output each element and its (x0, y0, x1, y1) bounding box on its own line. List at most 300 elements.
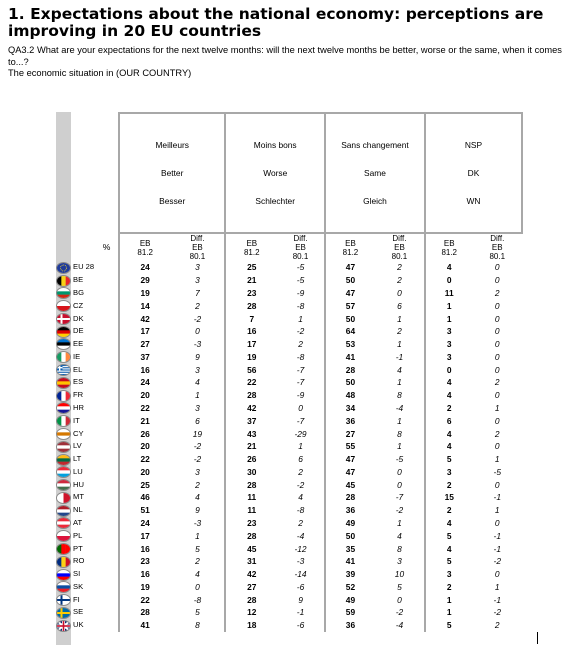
results-table (56, 112, 523, 632)
diff-value: 1 (494, 454, 500, 465)
diff-header: Diff. EB 80.1 (189, 234, 206, 261)
eb-value: 28 (225, 593, 277, 606)
flag-cell (56, 376, 71, 389)
table-row (56, 427, 522, 440)
flag-cell (56, 581, 71, 594)
eb-value: 59 (325, 606, 375, 619)
diff-value: -3 (296, 556, 305, 567)
eb-value: 11 (425, 287, 473, 300)
flag-si-icon (56, 569, 71, 581)
eb-value: 48 (325, 389, 375, 402)
country-code: HR (73, 402, 84, 412)
eb-value: 4 (425, 542, 473, 555)
eb-value: 25 (225, 261, 277, 274)
flag-cell (56, 274, 71, 287)
country-code: MT (73, 492, 84, 502)
eb-value: 18 (225, 619, 277, 632)
eb-value: 17 (119, 325, 170, 338)
eb-value: 22 (119, 593, 170, 606)
diff-value: 1 (397, 313, 402, 324)
table-row (56, 478, 522, 491)
diff-header: Diff. EB 80.1 (391, 234, 408, 261)
diff-value: -8 (296, 300, 305, 311)
diff-value: 5 (397, 581, 402, 592)
diff-value: 0 (494, 415, 500, 426)
spacer-cell (95, 389, 119, 402)
flag-cell (56, 325, 71, 338)
table-row (56, 606, 522, 619)
flag-cell (56, 440, 71, 453)
eb-value: 29 (119, 274, 170, 287)
eb-value: 19 (119, 287, 170, 300)
diff-value: 0 (494, 262, 500, 273)
eb-value: 43 (225, 427, 277, 440)
diff-value: 1 (494, 581, 500, 592)
table-row (56, 581, 522, 594)
diff-value: -7 (296, 415, 305, 426)
eb-value: 19 (225, 350, 277, 363)
spacer-cell (95, 274, 119, 287)
diff-value: -8 (296, 505, 305, 516)
eb-value: 4 (425, 389, 473, 402)
eb-value: 0 (425, 363, 473, 376)
eb-value: 27 (119, 338, 170, 351)
eb-value: 2 (425, 581, 473, 594)
diff-value: -8 (193, 594, 202, 605)
eb-value: 25 (119, 478, 170, 491)
spacer-cell (95, 466, 119, 479)
diff-value: -8 (296, 351, 305, 362)
flag-ro-icon (56, 556, 71, 568)
flag-it-icon (56, 415, 71, 427)
eb-value: 30 (225, 466, 277, 479)
diff-value: -7 (296, 364, 305, 375)
spacer-cell (95, 402, 119, 415)
table-row (56, 389, 522, 402)
diff-value: 2 (397, 326, 402, 337)
flag-cell (56, 568, 71, 581)
eb-value: 3 (425, 350, 473, 363)
group-header-1 (225, 113, 325, 233)
group-label-de: Schlechter (255, 196, 295, 206)
flag-cell (56, 287, 71, 300)
spacer-cell (95, 376, 119, 389)
eb-value: 42 (225, 402, 277, 415)
diff-value: 3 (195, 364, 200, 375)
eb-value: 0 (425, 274, 473, 287)
group-header-2 (325, 113, 425, 233)
question-text: QA3.2 What are your expectations for the next twelve months: will the next twelve months be better, worse or the same, when it comes to...? (8, 45, 562, 67)
group-label-fr: NSP (464, 140, 483, 150)
diff-value: 0 (494, 390, 500, 401)
eb-value: 39 (325, 568, 375, 581)
country-code: EE (73, 339, 84, 349)
eb-value: 41 (325, 350, 375, 363)
group-label-en: Same (364, 168, 386, 178)
flag-cell (56, 555, 71, 568)
diff-value: 3 (195, 466, 200, 477)
spacer-cell (95, 619, 119, 632)
table-row (56, 440, 522, 453)
country-code: PT (73, 543, 83, 553)
diff-value: 4 (397, 530, 402, 541)
question-subject: The economic situation in (OUR COUNTRY) (8, 68, 192, 78)
table-row (56, 363, 522, 376)
table-row (56, 312, 522, 325)
flag-cell (56, 529, 71, 542)
flag-at-icon (56, 517, 71, 529)
country-code: CY (73, 428, 84, 438)
diff-value: 4 (298, 492, 303, 503)
eb-value: 36 (325, 414, 375, 427)
diff-value: -2 (193, 454, 202, 465)
diff-value: -6 (296, 620, 305, 631)
diff-value: -7 (395, 492, 404, 503)
flag-el-icon (56, 364, 71, 376)
diff-value: 4 (195, 492, 200, 503)
group-header-3 (425, 113, 522, 233)
country-code: FI (73, 594, 80, 604)
diff-value: 2 (195, 300, 200, 311)
diff-value: -1 (395, 351, 404, 362)
diff-value: 0 (397, 287, 402, 298)
flag-cell (56, 402, 71, 415)
eb-value: 16 (119, 363, 170, 376)
flag-cell (56, 504, 71, 517)
spacer-cell (95, 261, 119, 274)
diff-value: 6 (298, 454, 303, 465)
flag-cell (56, 312, 71, 325)
flag-uk-icon (56, 620, 71, 632)
table-row (56, 517, 522, 530)
eb-value: 14 (119, 299, 170, 312)
eb-value: 41 (325, 555, 375, 568)
eb-value: 3 (425, 325, 473, 338)
spacer-cell (95, 350, 119, 363)
diff-value: 2 (494, 287, 500, 298)
group-header-row (56, 113, 522, 233)
eb-value: 45 (225, 542, 277, 555)
flag-fr-icon (56, 390, 71, 402)
eb-value: 2 (425, 504, 473, 517)
spacer-cell (95, 529, 119, 542)
diff-value: 5 (195, 607, 200, 618)
diff-value: 9 (195, 351, 200, 362)
table-row (56, 542, 522, 555)
eb-value: 2 (425, 402, 473, 415)
flag-ee-icon (56, 338, 71, 350)
diff-value: 19 (192, 428, 203, 439)
diff-value: 2 (298, 466, 303, 477)
eb-value: 22 (225, 376, 277, 389)
eb-value: 37 (119, 350, 170, 363)
eb-value: 3 (425, 338, 473, 351)
group-label-fr: Moins bons (253, 140, 297, 150)
diff-value: -1 (493, 594, 501, 605)
flag-cell (56, 517, 71, 530)
country-code: CZ (73, 300, 84, 310)
diff-value: -1 (296, 607, 305, 618)
eb-value: 26 (119, 427, 170, 440)
spacer-cell (95, 606, 119, 619)
eb-value: 11 (225, 504, 277, 517)
eb-value: 41 (119, 619, 170, 632)
diff-value: 6 (397, 300, 402, 311)
country-code: IT (73, 415, 80, 425)
flag-header-cell (56, 233, 71, 261)
diff-value: 0 (494, 313, 500, 324)
country-code: NL (73, 505, 83, 515)
eb-value: 5 (425, 529, 473, 542)
country-code: EU 28 (73, 262, 95, 272)
country-code: DE (73, 326, 84, 336)
text-cursor (537, 632, 538, 644)
diff-value: -2 (395, 505, 404, 516)
flag-cell (56, 350, 71, 363)
diff-value: 4 (195, 569, 200, 580)
flag-es-icon (56, 377, 71, 389)
eb-value: 3 (425, 466, 473, 479)
diff-value: 1 (195, 530, 200, 541)
flag-cell (56, 338, 71, 351)
table-row (56, 338, 522, 351)
flag-cell (56, 389, 71, 402)
diff-value: -4 (296, 530, 305, 541)
flag-cz-icon (56, 300, 71, 312)
eb-value: 5 (425, 555, 473, 568)
country-code: PL (73, 530, 83, 540)
country-code: IE (73, 351, 81, 361)
country-code: DK (73, 313, 84, 323)
table-row (56, 529, 522, 542)
diff-value: 0 (494, 518, 500, 529)
spacer-cell (95, 504, 119, 517)
country-code: AT (73, 518, 83, 528)
flag-cell (56, 491, 71, 504)
eb-value: 57 (325, 299, 375, 312)
flag-hu-icon (56, 479, 71, 491)
diff-value: 0 (397, 594, 402, 605)
table-row (56, 504, 522, 517)
spacer-cell (95, 414, 119, 427)
eb-value: 12 (225, 606, 277, 619)
eb-value: 55 (325, 440, 375, 453)
flag-pt-icon (56, 543, 71, 555)
diff-value: 0 (494, 479, 500, 490)
table-row (56, 414, 522, 427)
diff-value: 5 (195, 543, 200, 554)
diff-value: -2 (493, 607, 501, 618)
flag-sk-icon (56, 581, 71, 593)
eb-value: 28 (225, 529, 277, 542)
diff-value: 0 (195, 581, 200, 592)
diff-value: -7 (296, 377, 305, 388)
flag-fi-icon (56, 594, 71, 606)
spacer-cell (95, 593, 119, 606)
eb-value: 21 (225, 440, 277, 453)
diff-value: -6 (296, 581, 305, 592)
flag-cell (56, 453, 71, 466)
diff-value: 1 (494, 505, 500, 516)
spacer-cell (95, 478, 119, 491)
eb-value: 47 (325, 287, 375, 300)
diff-value: 7 (195, 287, 200, 298)
diff-value: 8 (397, 543, 402, 554)
eb-value: 4 (425, 261, 473, 274)
diff-value: 1 (397, 441, 402, 452)
table-row (56, 453, 522, 466)
country-header-cell (71, 233, 95, 261)
flag-cy-icon (56, 428, 71, 440)
table-row (56, 261, 522, 274)
percent-label: % (102, 241, 111, 252)
diff-value: 9 (195, 505, 200, 516)
diff-value: 0 (494, 275, 500, 286)
question-block (8, 45, 568, 80)
header-corner (56, 113, 119, 233)
eb-header: EB 81.2 (225, 233, 277, 261)
diff-value: 0 (494, 569, 500, 580)
eb-value: 11 (225, 491, 277, 504)
eb-value: 1 (425, 593, 473, 606)
eb-value: 28 (325, 491, 375, 504)
group-header-0 (119, 113, 226, 233)
eb-value: 20 (119, 440, 170, 453)
diff-value: -5 (296, 275, 305, 286)
diff-value: 0 (298, 402, 303, 413)
eb-value: 51 (119, 504, 170, 517)
diff-value: 6 (195, 415, 200, 426)
spacer-cell (95, 581, 119, 594)
table-row (56, 568, 522, 581)
eb-value: 64 (325, 325, 375, 338)
eb-value: 1 (425, 606, 473, 619)
diff-value: -9 (296, 390, 305, 401)
eb-value: 47 (325, 453, 375, 466)
eb-value: 24 (119, 517, 170, 530)
eb-value: 22 (119, 453, 170, 466)
diff-value: 0 (494, 326, 500, 337)
diff-value: 0 (494, 364, 500, 375)
group-label-de: Besser (159, 196, 186, 206)
eb-value: 21 (119, 414, 170, 427)
country-code: LU (73, 466, 83, 476)
eb-value: 4 (425, 376, 473, 389)
diff-value: 8 (195, 620, 200, 631)
diff-header: Diff. EB 80.1 (292, 234, 309, 261)
diff-value: 9 (298, 594, 303, 605)
diff-value: 0 (494, 339, 500, 350)
eb-value: 20 (119, 389, 170, 402)
flag-ie-icon (56, 351, 71, 363)
flag-cell (56, 466, 71, 479)
spacer-cell (95, 363, 119, 376)
country-code: SK (73, 581, 84, 591)
table-row (56, 619, 522, 632)
eb-value: 31 (225, 555, 277, 568)
table-row (56, 325, 522, 338)
flag-se-icon (56, 607, 71, 619)
diff-value: 3 (195, 275, 200, 286)
eb-value: 50 (325, 376, 375, 389)
eb-value: 2 (425, 478, 473, 491)
spacer-cell (95, 517, 119, 530)
eb-value: 28 (225, 299, 277, 312)
flag-cell (56, 478, 71, 491)
eb-value: 15 (425, 491, 473, 504)
eb-value: 5 (425, 453, 473, 466)
spacer-cell (95, 542, 119, 555)
eb-value: 20 (119, 466, 170, 479)
eb-value: 23 (225, 287, 277, 300)
flag-mt-icon (56, 492, 71, 504)
eb-value: 16 (225, 325, 277, 338)
group-label-de: Gleich (363, 196, 387, 206)
eb-value: 27 (325, 427, 375, 440)
group-label-de: WN (466, 196, 481, 206)
flag-cell (56, 619, 71, 632)
spacer-cell (95, 555, 119, 568)
table-row (56, 555, 522, 568)
diff-value: 1 (397, 339, 402, 350)
country-code: HU (73, 479, 84, 489)
diff-value: -2 (193, 313, 202, 324)
eb-value: 36 (325, 504, 375, 517)
eb-value: 7 (225, 312, 277, 325)
country-code: RO (73, 556, 85, 566)
flag-cell (56, 606, 71, 619)
eb-value: 3 (425, 568, 473, 581)
eb-value: 53 (325, 338, 375, 351)
diff-value: 8 (397, 390, 402, 401)
diff-value: -3 (193, 339, 202, 350)
diff-value: 0 (494, 300, 500, 311)
spacer-cell (95, 491, 119, 504)
country-code: BG (73, 287, 84, 297)
eb-value: 50 (325, 529, 375, 542)
country-code: SI (73, 569, 81, 579)
page-title: 1. Expectations about the national economy: perceptions are improving in 20 EU countries (8, 5, 544, 40)
eb-value: 5 (425, 619, 473, 632)
eb-value: 49 (325, 517, 375, 530)
eb-value: 24 (119, 376, 170, 389)
spacer-cell (95, 299, 119, 312)
flag-cell (56, 363, 71, 376)
eb-value: 21 (225, 274, 277, 287)
diff-value: 2 (494, 428, 500, 439)
eb-value: 35 (325, 542, 375, 555)
flag-cell (56, 414, 71, 427)
diff-value: 1 (397, 415, 402, 426)
table-row (56, 402, 522, 415)
table-row (56, 274, 522, 287)
flag-cell (56, 299, 71, 312)
diff-value: -5 (395, 454, 404, 465)
eb-value: 4 (425, 517, 473, 530)
spacer-cell (95, 568, 119, 581)
country-code: ES (73, 377, 84, 387)
eb-value: 56 (225, 363, 277, 376)
sub-header-row (56, 233, 522, 261)
spacer-cell (95, 427, 119, 440)
eb-value: 28 (225, 478, 277, 491)
diff-value: 3 (397, 556, 402, 567)
table-row (56, 299, 522, 312)
diff-value: 8 (397, 428, 402, 439)
diff-value: -5 (493, 466, 501, 477)
flag-lv-icon (56, 441, 71, 453)
diff-value: 2 (397, 262, 402, 273)
